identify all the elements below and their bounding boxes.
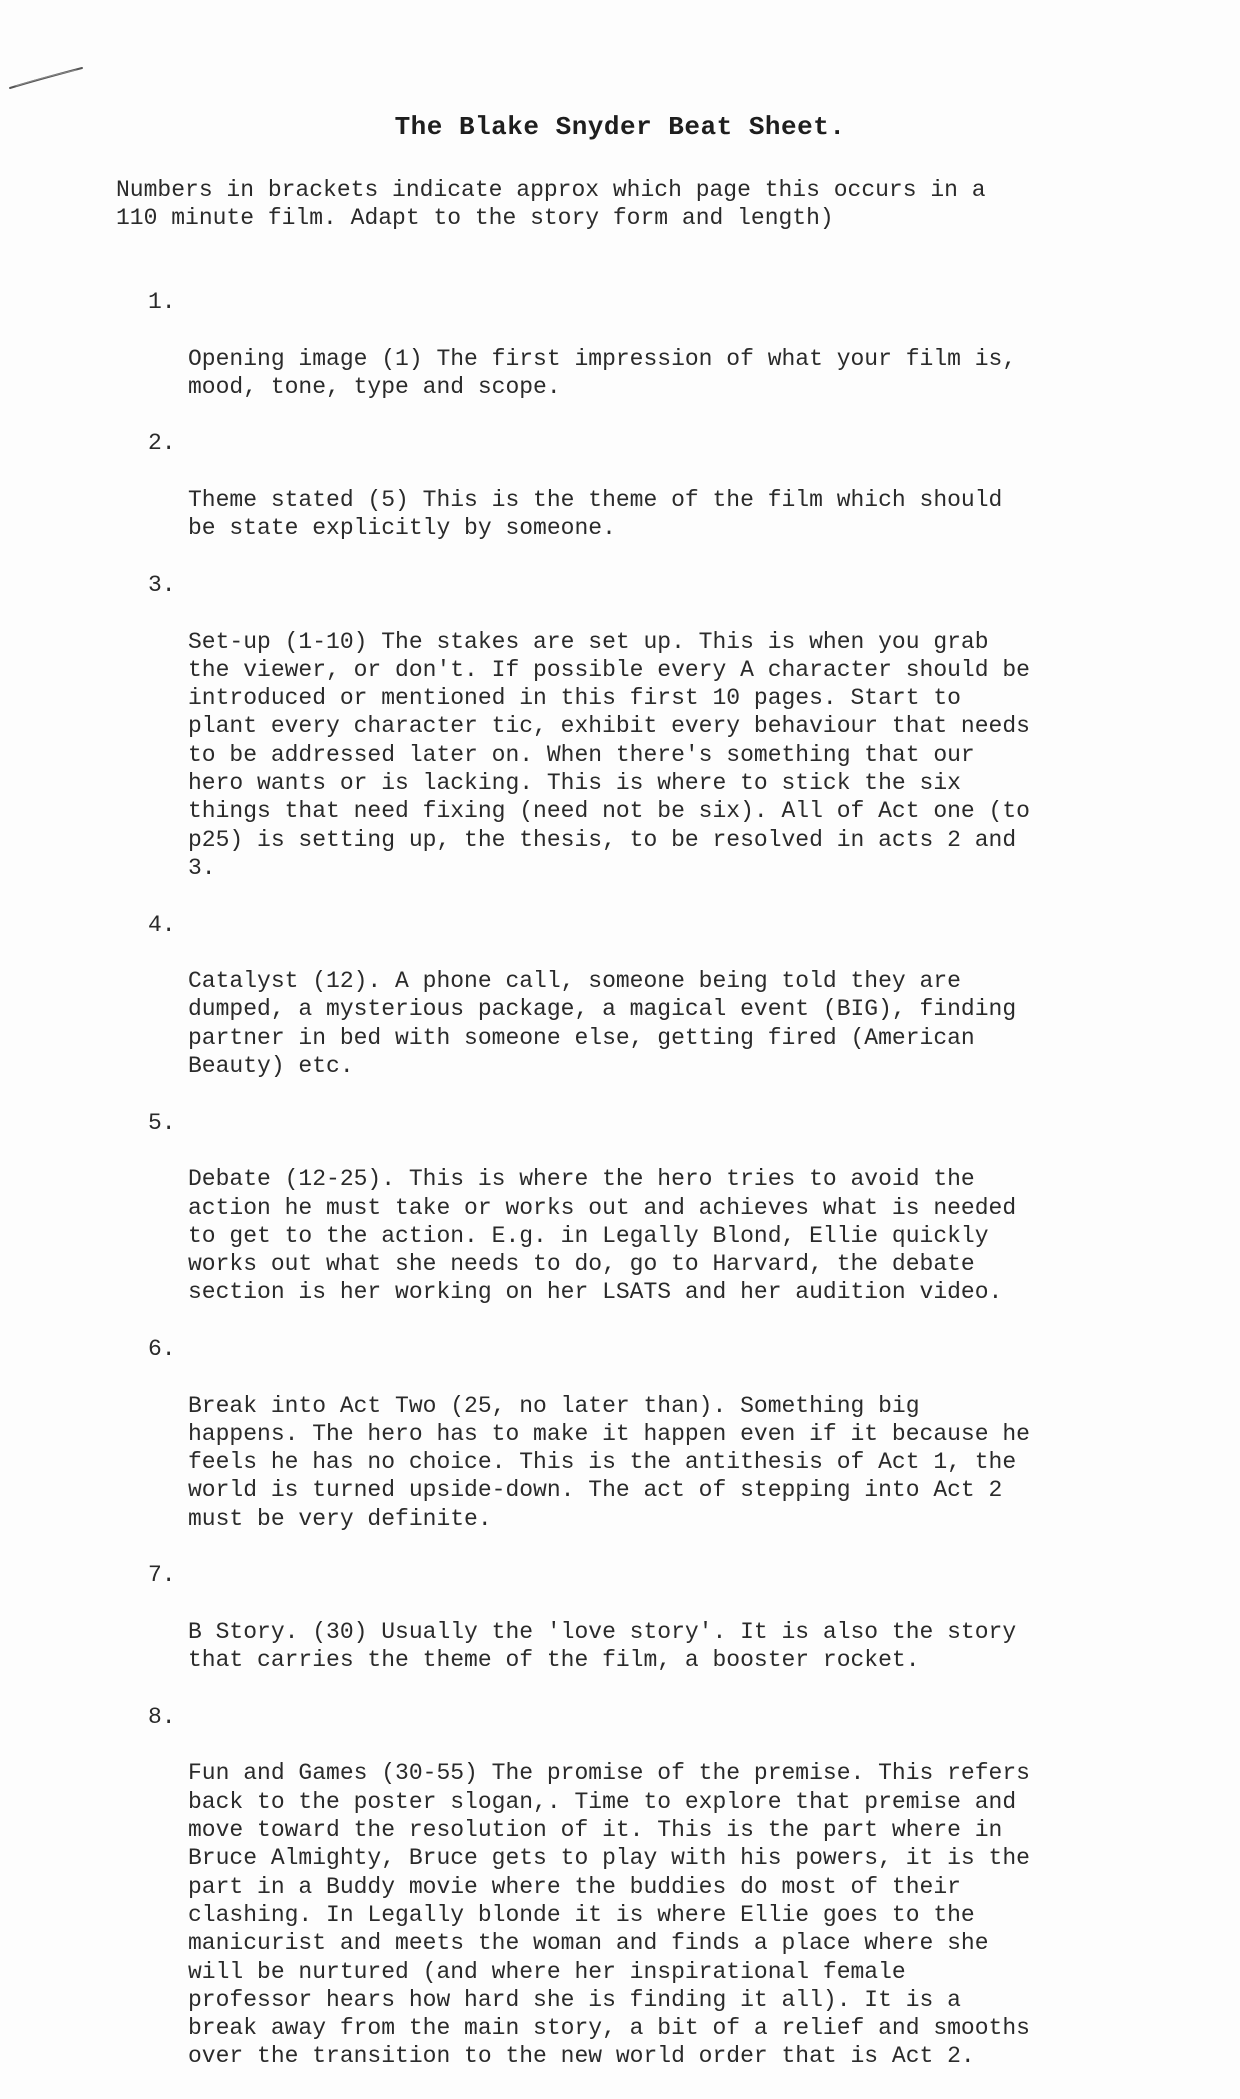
beat-item (148, 1561, 1148, 1674)
beat-item (148, 288, 1148, 401)
beat-item (148, 911, 1148, 1081)
beat-item (148, 429, 1148, 542)
beat-number: 3. (148, 571, 176, 598)
beat-number: 1. (148, 289, 176, 315)
beat-number: 4. (148, 911, 176, 938)
beat-text: B Story. (30) Usually the 'love story'. It is also the story that carries the theme of the film, a booster rocket. (188, 1618, 1017, 1674)
beat-item (148, 571, 1148, 882)
beat-text: Debate (12-25). This is where the hero tries to avoid the action he must take or works out and achieves what is needed to get to the action. E.g. in Legally Blond, Ellie quickly works out what she needs to do, go to Harvard, the debate section is her working on her LSATS and her audition video. (188, 1166, 1017, 1306)
beat-number: 6. (148, 1335, 176, 1362)
document-title: The Blake Snyder Beat Sheet. (394, 112, 846, 142)
beat-text: Theme stated (5) This is the theme of the film which should be state explicitly by someone. (188, 487, 1003, 542)
intro-paragraph: Numbers in brackets indicate approx which page this occurs in a 110 minute film. Adapt to the story form and length) (116, 177, 986, 231)
beat-number: 7. (148, 1562, 176, 1589)
beat-text: Break into Act Two (25, no later than). Something big happens. The hero has to make it happen even if it because he feels he has no choice. This is the antithesis of Act 1, the world is turned upside-down. The act of stepping into Act 2 must be very definite. (188, 1392, 1030, 1532)
beat-number: 5. (148, 1109, 176, 1136)
beat-text: Opening image (1) The first impression of what your film is, mood, tone, type and scope. (188, 345, 1017, 400)
beat-number: 8. (148, 1703, 176, 1730)
beat-text: Catalyst (12). A phone call, someone being told they are dumped, a mysterious package, a magical event (BIG), finding partner in bed with someone else, getting fired (American Beauty) etc. (188, 968, 1017, 1080)
beat-text: Set-up (1-10) The stakes are set up. This is when you grab the viewer, or don't. If possible every A character should be introduced or mentioned in this first 10 pages. Start to plant every character tic, exhibit every behaviour that needs to be addressed later on. When there's something that our hero wants or is lacking. This is where to stick the six things that need fixing (need not be six). All of Act one (to p25) is setting up, the thesis, to be resolved in acts 2 and 3. (188, 628, 1030, 881)
beat-item (148, 1703, 1148, 2071)
beat-item (148, 1109, 1148, 1307)
beat-list (148, 288, 1148, 2099)
beat-text: Fun and Games (30-55) The promise of the premise. This refers back to the poster slogan,. Time to explore that premise and move toward the resolution of it. This is the part where in Bruce Almighty, Bruce gets to play with his powers, it is the part in a Buddy movie where the buddies do most of their clashing. In Legally blonde it is where Ellie goes to the manicurist and meets the woman and finds a place where she will be nurtured (and where her inspirational female professor hears how hard she is finding it all). It is a break away from the main story, a bit of a relief and smooths over the transition to the new world order that is Act 2. (188, 1760, 1030, 2070)
beat-item (148, 1335, 1148, 1533)
pen-mark-icon (6, 58, 86, 98)
beat-number: 2. (148, 430, 176, 457)
